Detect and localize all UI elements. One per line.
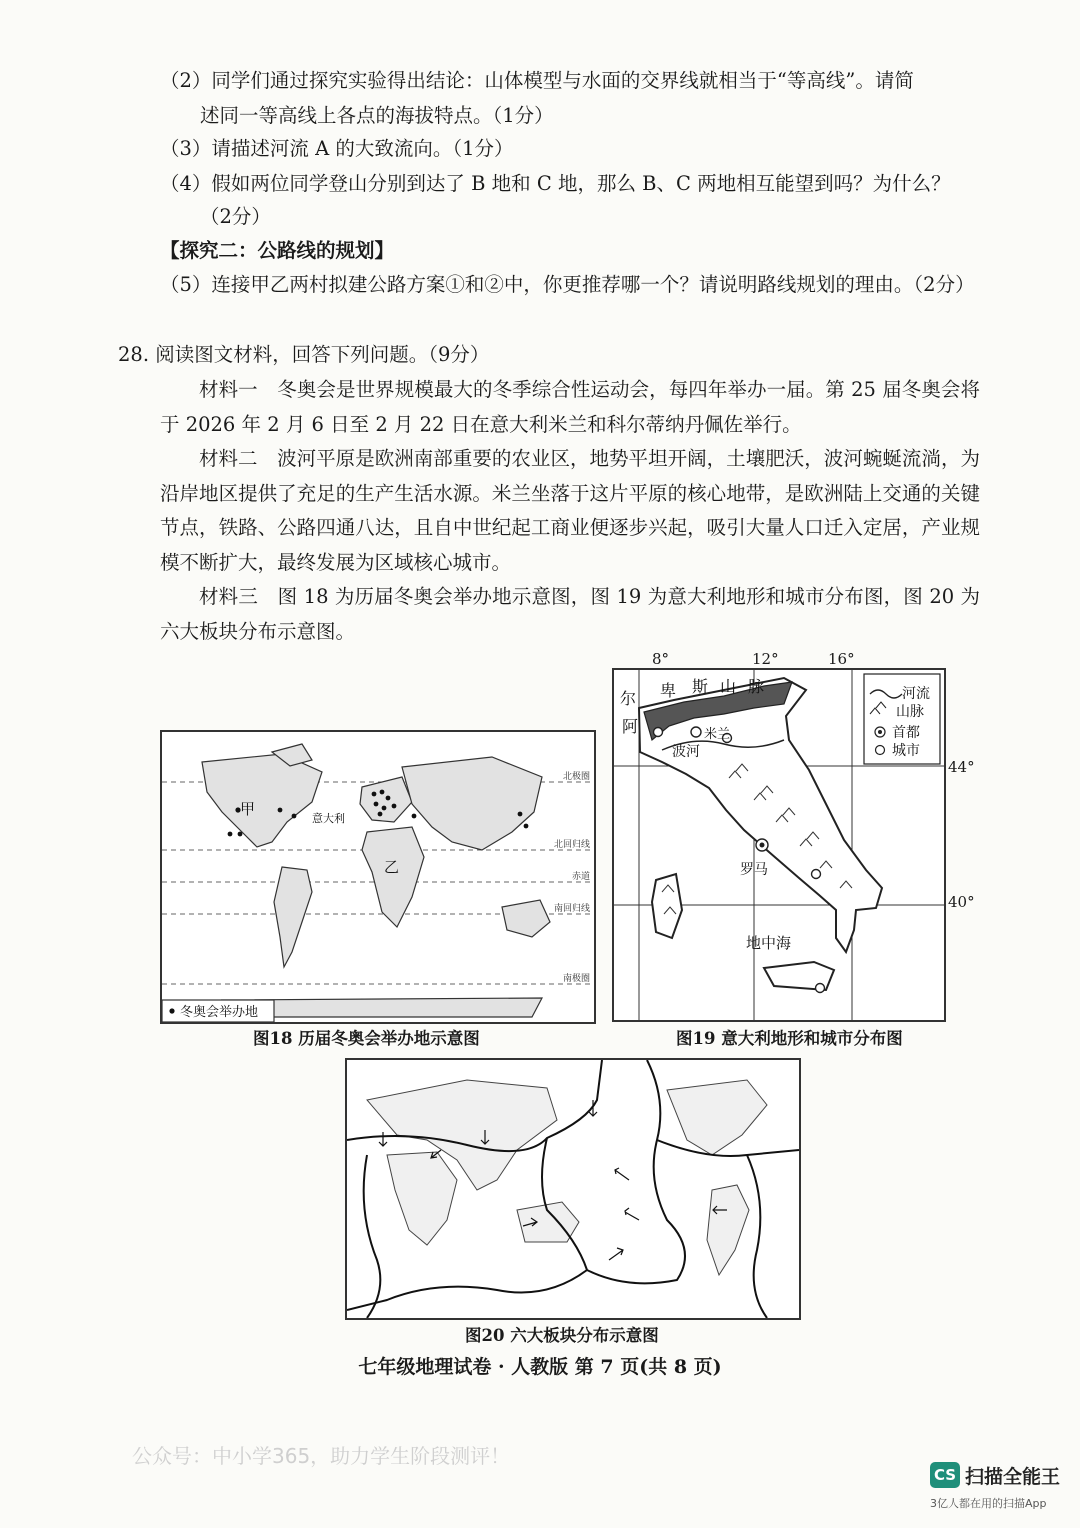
legend-mountain: 山脉 — [896, 704, 924, 720]
milan-label: 米兰 — [704, 727, 731, 742]
legend-city-icon — [876, 746, 885, 755]
legend-river: 河流 — [902, 686, 930, 702]
fig18-legend-text: 冬奥会举办地 — [180, 1005, 259, 1020]
fig19-lon-12: 12° — [752, 650, 779, 668]
fig19-caption: 图19 意大利地形和城市分布图 — [676, 1029, 903, 1048]
q27-3: （3）请描述河流 A 的大致流向。（1分） — [160, 137, 514, 160]
lat-label-equator: 赤道 — [571, 872, 590, 882]
q27-2-line1: （2）同学们通过探究实验得出结论：山体模型与水面的交界线就相当于“等高线”。请简 — [160, 69, 914, 92]
watermark-text: 公众号：中小学365，助力学生阶段测评！ — [132, 1444, 511, 1468]
fig18-caption: 图18 历届冬奥会举办地示意图 — [253, 1029, 480, 1048]
camscanner-logo-icon: CS — [930, 1462, 960, 1488]
q27-2-line2: 述同一等高线上各点的海拔特点。（1分） — [200, 104, 554, 127]
city-marker — [816, 984, 825, 993]
q27-5: （5）连接甲乙两村拟建公路方案①和②中，你更推荐哪一个？请说明路线规划的理由。（2分） — [160, 273, 975, 296]
fig18-continents — [202, 744, 550, 1017]
q28-materials — [160, 373, 980, 649]
fig18-legend-dot — [169, 1008, 174, 1013]
alps-char-6: 阿 — [622, 717, 639, 736]
rome-label: 罗马 — [740, 862, 768, 878]
fig20-caption: 图20 六大板块分布示意图 — [465, 1326, 659, 1345]
lat-label-cancer: 北回归线 — [553, 840, 590, 850]
fig19-lat-44: 44° — [948, 758, 975, 776]
fig19-lon-16: 16° — [828, 650, 855, 668]
lat-label-arctic: 北极圈 — [562, 772, 590, 782]
fig18-label-yi: 乙 — [384, 858, 400, 876]
alps-char-3: 斯 — [692, 677, 709, 696]
rome-capital-dot — [760, 843, 765, 848]
lat-label-capricorn: 南回归线 — [553, 904, 590, 914]
camscanner-tagline: 3亿人都在用的扫描App — [930, 1497, 1047, 1510]
q27-4-line1: （4）假如两位同学登山分别到达了 B 地和 C 地，那么 B、C 两地相互能望到吗？为什么？ — [160, 172, 951, 195]
legend-city: 城市 — [892, 743, 920, 759]
fig20-svg — [347, 1060, 799, 1318]
material-2: 材料二 波河平原是欧洲南部重要的农业区，地势平坦开阔，土壤肥沃，波河蜿蜒流淌，为沿岸地区提供了充足的生产生活水源。米兰坐落于这片平原的核心地带，是欧洲陆上交通的关键节点，铁路、公路四通八达，且自中世纪起工商业便逐步兴起，吸引大量人口迁入定居，产业规模不断扩大，最终发展为区域核心城市。 — [160, 447, 980, 574]
q28-heading: 28. 阅读图文材料，回答下列问题。（9分） — [118, 343, 490, 366]
fig18-svg — [162, 732, 594, 1022]
q27-4-line2: （2分） — [200, 205, 271, 228]
alps-char-5: 脉 — [748, 677, 765, 696]
fig19-svg — [614, 670, 944, 1020]
city-marker — [812, 870, 821, 879]
fig18-label-italy: 意大利 — [312, 812, 345, 825]
fig19-italy-map — [612, 668, 946, 1022]
fig20-continents — [367, 1080, 767, 1275]
po-label: 波河 — [672, 744, 700, 760]
sea-label: 地中海 — [746, 934, 792, 952]
alps-char-1: 尔 — [620, 689, 637, 708]
fig18-label-jia: 甲 — [240, 800, 256, 818]
fig20-plates-map — [345, 1058, 801, 1320]
camscanner-name: 扫描全能王 — [965, 1466, 1061, 1488]
material-1: 材料一 冬奥会是世界规模最大的冬季综合性运动会，每四年举办一届。第 25 届冬奥会将于 2026 年 2 月 6 日至 2 月 22 日在意大利米兰和科尔蒂纳丹佩佐举行。 — [160, 378, 980, 436]
legend-capital-dot — [878, 730, 882, 734]
lat-label-antarctic: 南极圈 — [562, 974, 590, 984]
page-footer: 七年级地理试卷 · 人教版 第 7 页(共 8 页) — [358, 1356, 722, 1378]
alps-char-2: 卑 — [660, 681, 677, 700]
fig18-world-map — [160, 730, 596, 1024]
alps-char-4: 山 — [720, 677, 737, 696]
material-3: 材料三 图 18 为历届冬奥会举办地示意图，图 19 为意大利地形和城市分布图，图 20 为六大板块分布示意图。 — [160, 585, 980, 643]
city-marker — [654, 728, 663, 737]
section-heading: 【探究二：公路线的规划】 — [160, 239, 395, 262]
legend-capital: 首都 — [892, 725, 920, 741]
fig18-lat-labels — [554, 770, 590, 984]
milan-city — [691, 727, 701, 737]
sardinia — [652, 874, 682, 938]
fig19-lon-8: 8° — [652, 650, 670, 668]
fig19-lat-40: 40° — [948, 893, 975, 911]
